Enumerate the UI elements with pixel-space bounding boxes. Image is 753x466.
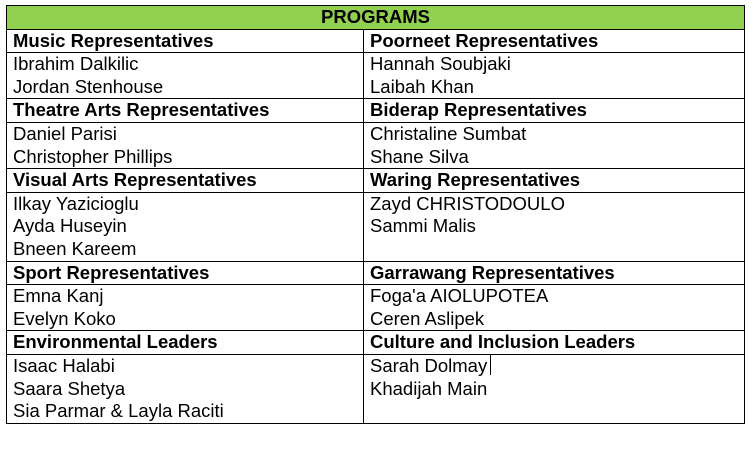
representative-name (370, 123, 744, 146)
representative-name-text: Bneen Kareem (13, 237, 137, 259)
heading-biderap-representatives[interactable]: Biderap Representatives (364, 99, 745, 123)
section-names-row (7, 53, 745, 99)
representative-name (13, 76, 363, 99)
representative-name (13, 123, 363, 146)
section-heading-row (7, 261, 745, 285)
heading-environmental-leaders[interactable]: Environmental Leaders (7, 331, 364, 355)
representative-name-text: Laibah Khan (370, 75, 474, 97)
representative-name-text: Emna Kanj (13, 285, 104, 307)
programs-table-body (7, 6, 745, 424)
heading-garrawang-representatives[interactable]: Garrawang Representatives (364, 261, 745, 285)
representative-name (13, 215, 363, 238)
programs-title[interactable]: PROGRAMS (7, 6, 745, 30)
section-names-row (7, 285, 745, 331)
names-cell-poorneet-representatives[interactable] (364, 53, 745, 99)
representative-name-text: Ceren Aslipek (370, 307, 485, 329)
representative-name (13, 193, 363, 216)
representative-name-text: Saara Shetya (13, 377, 126, 399)
heading-waring-representatives[interactable]: Waring Representatives (364, 169, 745, 193)
names-cell-visual-arts-representatives[interactable] (7, 192, 364, 261)
heading-visual-arts-representatives[interactable]: Visual Arts Representatives (7, 169, 364, 193)
representative-name (13, 146, 363, 169)
representative-name (13, 355, 363, 378)
representative-name (370, 355, 744, 378)
section-heading-row (7, 331, 745, 355)
heading-theatre-arts-representatives[interactable]: Theatre Arts Representatives (7, 99, 364, 123)
representative-name (370, 215, 744, 238)
representative-name (370, 285, 744, 308)
programs-table (6, 5, 745, 424)
representative-name-text: Hannah Soubjaki (370, 53, 511, 75)
representative-name (13, 308, 363, 331)
representative-name (13, 378, 363, 401)
representative-name-text: Shane Silva (370, 145, 469, 167)
section-names-row (7, 122, 745, 168)
text-cursor (490, 355, 491, 375)
names-cell-culture-and-inclusion-leaders[interactable] (364, 354, 745, 423)
names-cell-environmental-leaders[interactable] (7, 354, 364, 423)
names-cell-theatre-arts-representatives[interactable] (7, 122, 364, 168)
heading-sport-representatives[interactable]: Sport Representatives (7, 261, 364, 285)
representative-name-text: Jordan Stenhouse (13, 75, 164, 97)
representative-name-text: Christaline Sumbat (370, 122, 527, 144)
representative-name (370, 308, 744, 331)
representative-name-text: Ibrahim Dalkilic (13, 53, 139, 75)
representative-name-text: Sammi Malis (370, 215, 476, 237)
section-heading-row (7, 169, 745, 193)
representative-name (13, 238, 363, 261)
representative-name-text: Khadijah Main (370, 377, 488, 399)
representative-name (13, 400, 363, 423)
representative-name (13, 285, 363, 308)
representative-name-text: Sia Parmar & Layla Raciti (13, 400, 224, 422)
names-cell-biderap-representatives[interactable] (364, 122, 745, 168)
representative-name (370, 53, 744, 76)
representative-name-text: Christopher Phillips (13, 145, 173, 167)
representative-name-text: Sarah Dolmay (370, 354, 488, 376)
names-cell-garrawang-representatives[interactable] (364, 285, 745, 331)
title-row (7, 6, 745, 30)
representative-name-text: Foga'a AIOLUPOTEA (370, 285, 549, 307)
representative-name (370, 76, 744, 99)
representative-name-text: Isaac Halabi (13, 354, 115, 376)
section-names-row (7, 354, 745, 423)
names-cell-music-representatives[interactable] (7, 53, 364, 99)
section-heading-row (7, 29, 745, 53)
heading-music-representatives[interactable]: Music Representatives (7, 29, 364, 53)
representative-name-text: Evelyn Koko (13, 307, 116, 329)
heading-culture-and-inclusion-leaders[interactable]: Culture and Inclusion Leaders (364, 331, 745, 355)
names-cell-waring-representatives[interactable] (364, 192, 745, 261)
representative-name-text: Ilkay Yazicioglu (13, 192, 139, 214)
representative-name (370, 193, 744, 216)
section-heading-row (7, 99, 745, 123)
representative-name (370, 378, 744, 401)
names-cell-sport-representatives[interactable] (7, 285, 364, 331)
representative-name-text: Zayd CHRISTODOULO (370, 192, 565, 214)
representative-name-text: Ayda Huseyin (13, 215, 127, 237)
representative-name (370, 146, 744, 169)
heading-poorneet-representatives[interactable]: Poorneet Representatives (364, 29, 745, 53)
representative-name (13, 53, 363, 76)
representative-name-text: Daniel Parisi (13, 122, 117, 144)
section-names-row (7, 192, 745, 261)
